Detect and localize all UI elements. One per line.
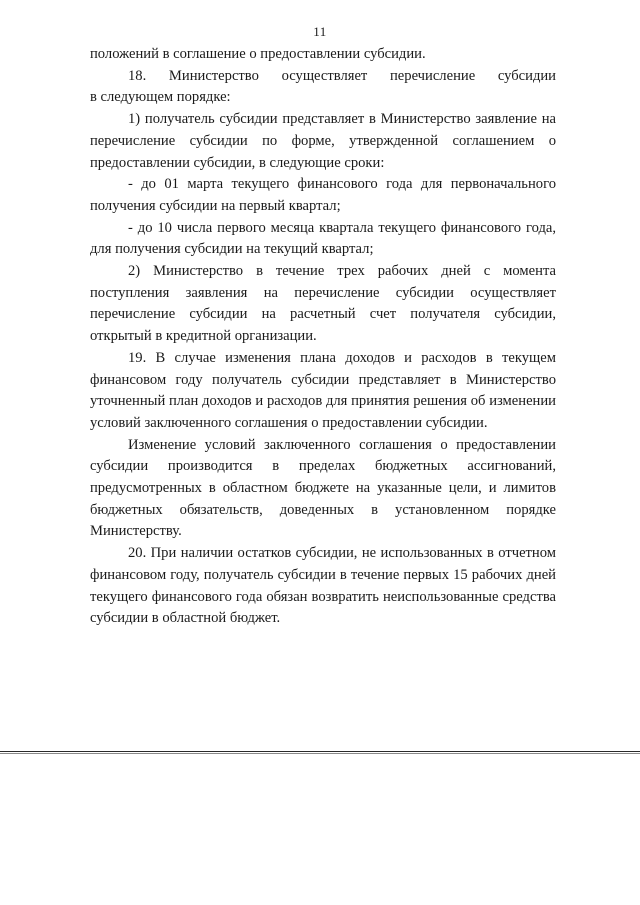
paragraph-18-item-1-deadline-a: - до 01 марта текущего финансового года для первоначального получения субсидии на первый квартал;	[90, 176, 556, 214]
paragraph-18-item-1: 1) получатель субсидии представляет в Министерство заявление на перечисление субсидии по форме, утвержденной соглашением о предоставлении субсидии, в следующие сроки:	[90, 111, 556, 171]
paragraph-18-tail: в следующем порядке:	[90, 89, 231, 106]
bottom-divider-shadow	[0, 753, 640, 754]
page-number: 11	[313, 24, 327, 39]
paragraph-18-item-2: 2) Министерство в течение трех рабочих дней с момента поступления заявления на перечисление субсидии осуществляет перечисление субсидии на расчетный счет получателя субсидии, открытый в кредитной организации.	[90, 263, 556, 345]
document-body	[90, 44, 556, 630]
paragraph-19: 19. В случае изменения плана доходов и расходов в текущем финансовом году получатель субсидии представляет в Министерство уточненный план доходов и расходов для принятия решения об изменении условий заключенного соглашения о предоставлении субсидии.	[90, 349, 556, 431]
paragraph-18-heading: 18. Министерство осуществляет перечисление субсидии	[128, 67, 556, 84]
paragraph-20: 20. При наличии остатков субсидии, не использованных в отчетном финансовом году, получатель субсидии в течение первых 15 рабочих дней текущего финансового года обязан возвратить неиспользованные средства субсидии в областной бюджет.	[90, 545, 556, 627]
bottom-divider-line	[0, 751, 640, 752]
paragraph-continuation: положений в соглашение о предоставлении субсидии.	[90, 46, 426, 62]
paragraph-18-item-1-deadline-b: - до 10 числа первого месяца квартала текущего финансового года, для получения субсидии на текущий квартал;	[90, 219, 556, 258]
paragraph-19-amendment: Изменение условий заключенного соглашения о предоставлении субсидии производится в пределах бюджетных ассигнований, предусмотренных в областном бюджете на указанные цели, и лимитов бюджетных обязательств, доведенных в установленном порядке Министерству.	[90, 436, 556, 540]
